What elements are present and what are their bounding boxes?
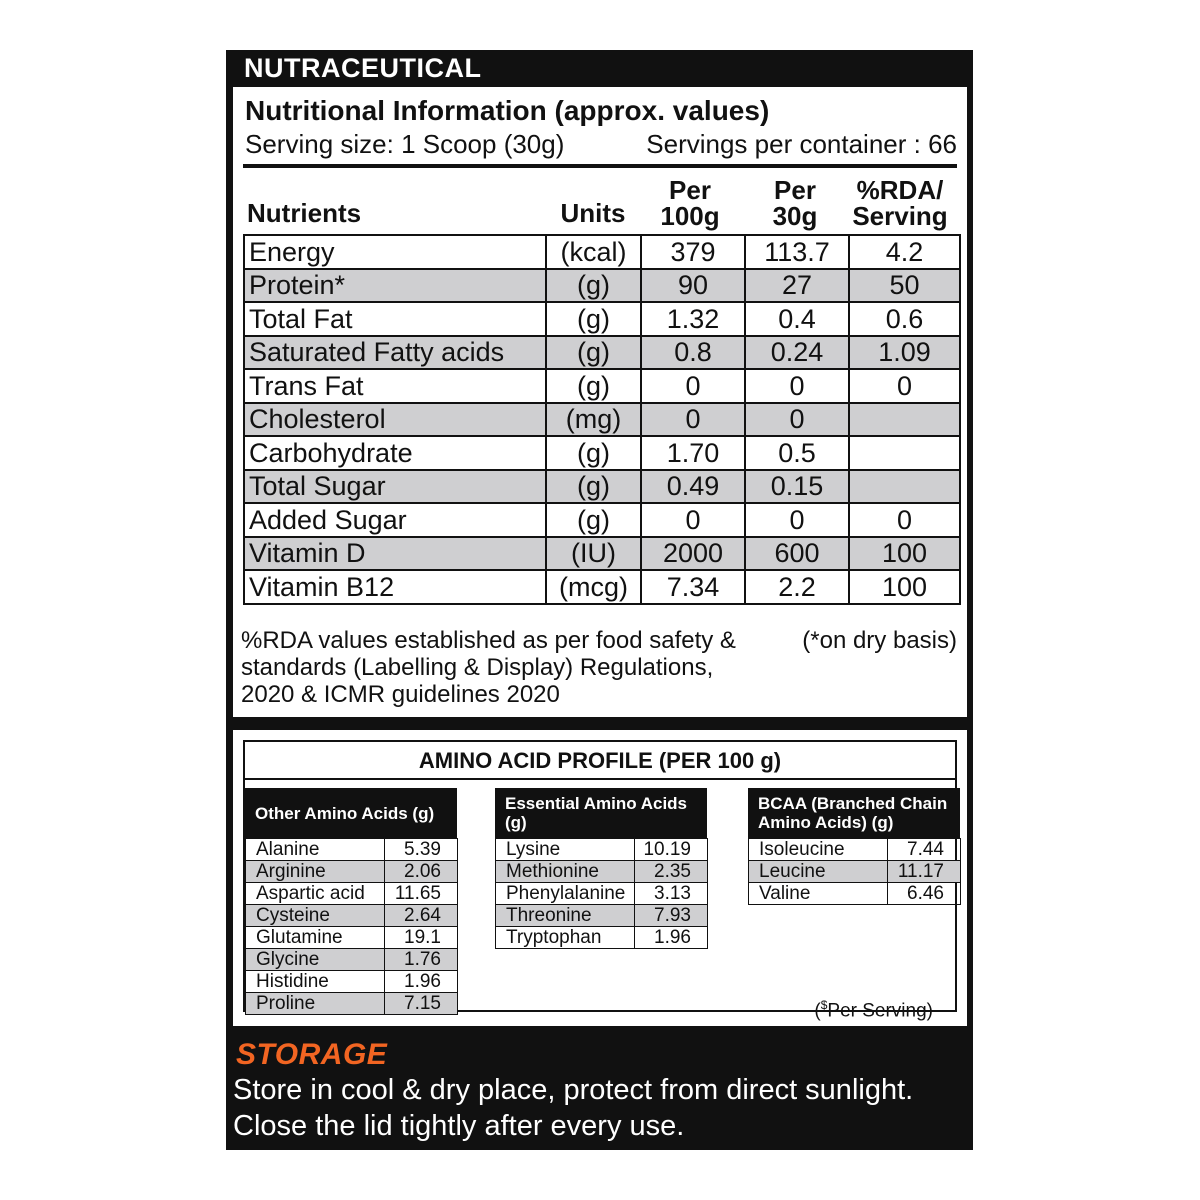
amino-name: Tryptophan [496, 927, 635, 949]
nutrient-per30: 27 [745, 269, 849, 303]
amino-row [496, 839, 708, 861]
brand-title: NUTRACEUTICAL [244, 53, 482, 83]
amino-row [749, 861, 961, 883]
nutrient-unit: (g) [546, 369, 641, 403]
dry-basis-note: (*on dry basis) [802, 627, 957, 654]
amino-group-header-line: Other Amino Acids (g) [255, 803, 435, 823]
amino-group-header [245, 788, 457, 838]
amino-frame [243, 740, 957, 1022]
nutrient-per30: 2.2 [745, 570, 849, 604]
header-per100-line2: 100g [660, 201, 720, 231]
amino-value: 19.1 [385, 927, 458, 949]
footnote-line: %RDA values established as per food safety & [241, 627, 736, 654]
nutrient-per30: 0 [745, 403, 849, 437]
nutrient-per30: 0.24 [745, 336, 849, 370]
amino-value: 7.44 [888, 839, 961, 861]
amino-row [496, 883, 708, 905]
per-serving-text: Per Serving) [827, 1000, 933, 1022]
amino-group-header-line: Amino Acids) (g) [758, 813, 894, 832]
amino-name: Isoleucine [749, 839, 888, 861]
amino-table [245, 838, 458, 1015]
nutrient-row [244, 503, 960, 537]
nutrient-per100: 1.70 [641, 436, 745, 470]
nutrient-rda [849, 470, 960, 504]
amino-row [246, 839, 458, 861]
amino-value: 1.96 [635, 927, 708, 949]
nutrient-unit: (IU) [546, 537, 641, 571]
nutrient-unit: (g) [546, 470, 641, 504]
amino-row [496, 905, 708, 927]
nutrient-name: Total Fat [244, 302, 546, 336]
amino-name: Glycine [246, 949, 385, 971]
nutrient-rda: 0 [849, 369, 960, 403]
nutrient-per100: 7.34 [641, 570, 745, 604]
amino-name: Methionine [496, 861, 635, 883]
nutrient-per100: 379 [641, 235, 745, 269]
amino-name: Glutamine [246, 927, 385, 949]
amino-value: 7.93 [635, 905, 708, 927]
rda-footnote [241, 627, 741, 708]
amino-value: 11.17 [888, 861, 961, 883]
nutrient-rda: 4.2 [849, 235, 960, 269]
amino-row [496, 927, 708, 949]
nutrient-rda: 0 [849, 503, 960, 537]
nutrient-name: Carbohydrate [244, 436, 546, 470]
amino-value: 11.65 [385, 883, 458, 905]
header-units: Units [560, 198, 626, 228]
amino-name: Threonine [496, 905, 635, 927]
nutrient-per100: 0.8 [641, 336, 745, 370]
nutrition-table [243, 234, 961, 605]
amino-name: Histidine [246, 971, 385, 993]
nutrient-per100: 0 [641, 369, 745, 403]
nutrient-name: Vitamin D [244, 537, 546, 571]
header-nutrients: Nutrients [247, 198, 362, 228]
amino-group-header-line: BCAA (Branched Chain [758, 794, 948, 813]
nutrient-name: Energy [244, 235, 546, 269]
nutrient-name: Vitamin B12 [244, 570, 546, 604]
header-per100-line1: Per [669, 175, 711, 205]
amino-group-bcaa [748, 788, 960, 905]
per-serving-note: ($Per Serving) [814, 998, 933, 1022]
amino-table [748, 838, 961, 905]
nutrient-row [244, 537, 960, 571]
nutrient-row [244, 436, 960, 470]
nutrient-name: Added Sugar [244, 503, 546, 537]
amino-value: 6.46 [888, 883, 961, 905]
amino-panel [233, 730, 967, 1026]
header-rule [243, 164, 957, 168]
amino-value: 2.64 [385, 905, 458, 927]
footnote-line: standards (Labelling & Display) Regulations, [241, 654, 714, 681]
nutrient-rda: 50 [849, 269, 960, 303]
nutrient-row [244, 235, 960, 269]
nutrient-per100: 0.49 [641, 470, 745, 504]
nutrient-per30: 0.4 [745, 302, 849, 336]
amino-group-other [245, 788, 457, 1015]
storage-title: STORAGE [236, 1038, 388, 1071]
nutrient-per30: 600 [745, 537, 849, 571]
amino-name: Aspartic acid [246, 883, 385, 905]
nutrient-per30: 113.7 [745, 235, 849, 269]
nutrition-panel [233, 87, 967, 717]
amino-row [749, 839, 961, 861]
footnote-line: 2020 & ICMR guidelines 2020 [241, 681, 560, 708]
amino-name: Alanine [246, 839, 385, 861]
amino-name: Cysteine [246, 905, 385, 927]
amino-value: 5.39 [385, 839, 458, 861]
amino-group-header-line: Essential Amino Acids (g) [505, 794, 688, 832]
header-rda-line1: %RDA/ [856, 175, 944, 205]
nutrient-row [244, 369, 960, 403]
nutrient-per100: 2000 [641, 537, 745, 571]
nutrient-per100: 90 [641, 269, 745, 303]
amino-row [246, 883, 458, 905]
amino-table [495, 838, 708, 949]
nutrient-per30: 0 [745, 369, 849, 403]
amino-name: Leucine [749, 861, 888, 883]
amino-row [496, 861, 708, 883]
amino-value: 1.76 [385, 949, 458, 971]
nutrient-unit: (kcal) [546, 235, 641, 269]
nutrient-per30: 0.15 [745, 470, 849, 504]
amino-name: Proline [246, 993, 385, 1015]
amino-value: 2.06 [385, 861, 458, 883]
amino-group-essential [495, 788, 707, 949]
nutrient-name: Protein* [244, 269, 546, 303]
nutrient-row [244, 336, 960, 370]
nutrient-rda [849, 436, 960, 470]
amino-row [246, 949, 458, 971]
nutrient-per100: 0 [641, 503, 745, 537]
nutrient-rda: 100 [849, 537, 960, 571]
nutrient-per100: 1.32 [641, 302, 745, 336]
nutrient-row [244, 302, 960, 336]
amino-name: Arginine [246, 861, 385, 883]
nutrient-unit: (g) [546, 503, 641, 537]
amino-name: Phenylalanine [496, 883, 635, 905]
nutrient-row [244, 570, 960, 604]
amino-row [246, 905, 458, 927]
nutrient-unit: (g) [546, 336, 641, 370]
serving-size: Serving size: 1 Scoop (30g) [245, 129, 565, 159]
nutrient-row [244, 403, 960, 437]
amino-row [246, 927, 458, 949]
amino-row [246, 971, 458, 993]
header-per30-line2: 30g [772, 201, 818, 231]
nutrient-per100: 0 [641, 403, 745, 437]
amino-row [246, 861, 458, 883]
nutrient-per30: 0.5 [745, 436, 849, 470]
amino-value: 2.35 [635, 861, 708, 883]
nutrient-name: Cholesterol [244, 403, 546, 437]
nutrient-row [244, 269, 960, 303]
header-per30-line1: Per [774, 175, 816, 205]
storage-line: Close the lid tightly after every use. [233, 1110, 685, 1142]
amino-row [246, 993, 458, 1015]
nutrient-name: Saturated Fatty acids [244, 336, 546, 370]
amino-value: 1.96 [385, 971, 458, 993]
nutrient-unit: (g) [546, 269, 641, 303]
nutrient-rda [849, 403, 960, 437]
amino-title: AMINO ACID PROFILE (PER 100 g) [418, 748, 782, 773]
nutrient-unit: (g) [546, 436, 641, 470]
amino-value: 7.15 [385, 993, 458, 1015]
header-rda-line2: Serving [852, 201, 948, 231]
amino-group-header [495, 788, 707, 838]
storage-line: Store in cool & dry place, protect from direct sunlight. [233, 1074, 914, 1106]
amino-value: 10.19 [635, 839, 708, 861]
amino-name: Valine [749, 883, 888, 905]
nutrient-name: Total Sugar [244, 470, 546, 504]
nutrient-unit: (mg) [546, 403, 641, 437]
nutrient-rda: 0.6 [849, 302, 960, 336]
nutrient-name: Trans Fat [244, 369, 546, 403]
nutrient-row [244, 470, 960, 504]
nutrient-per30: 0 [745, 503, 849, 537]
nutrition-title: Nutritional Information (approx. values) [245, 95, 770, 126]
nutrient-unit: (mcg) [546, 570, 641, 604]
servings-per-container: Servings per container : 66 [646, 129, 957, 159]
per-serving-symbol: $ [820, 998, 828, 1012]
nutrient-rda: 1.09 [849, 336, 960, 370]
amino-row [749, 883, 961, 905]
amino-name: Lysine [496, 839, 635, 861]
amino-group-header [748, 788, 960, 838]
amino-value: 3.13 [635, 883, 708, 905]
amino-title-rule [245, 778, 955, 780]
nutrient-rda: 100 [849, 570, 960, 604]
nutrient-unit: (g) [546, 302, 641, 336]
